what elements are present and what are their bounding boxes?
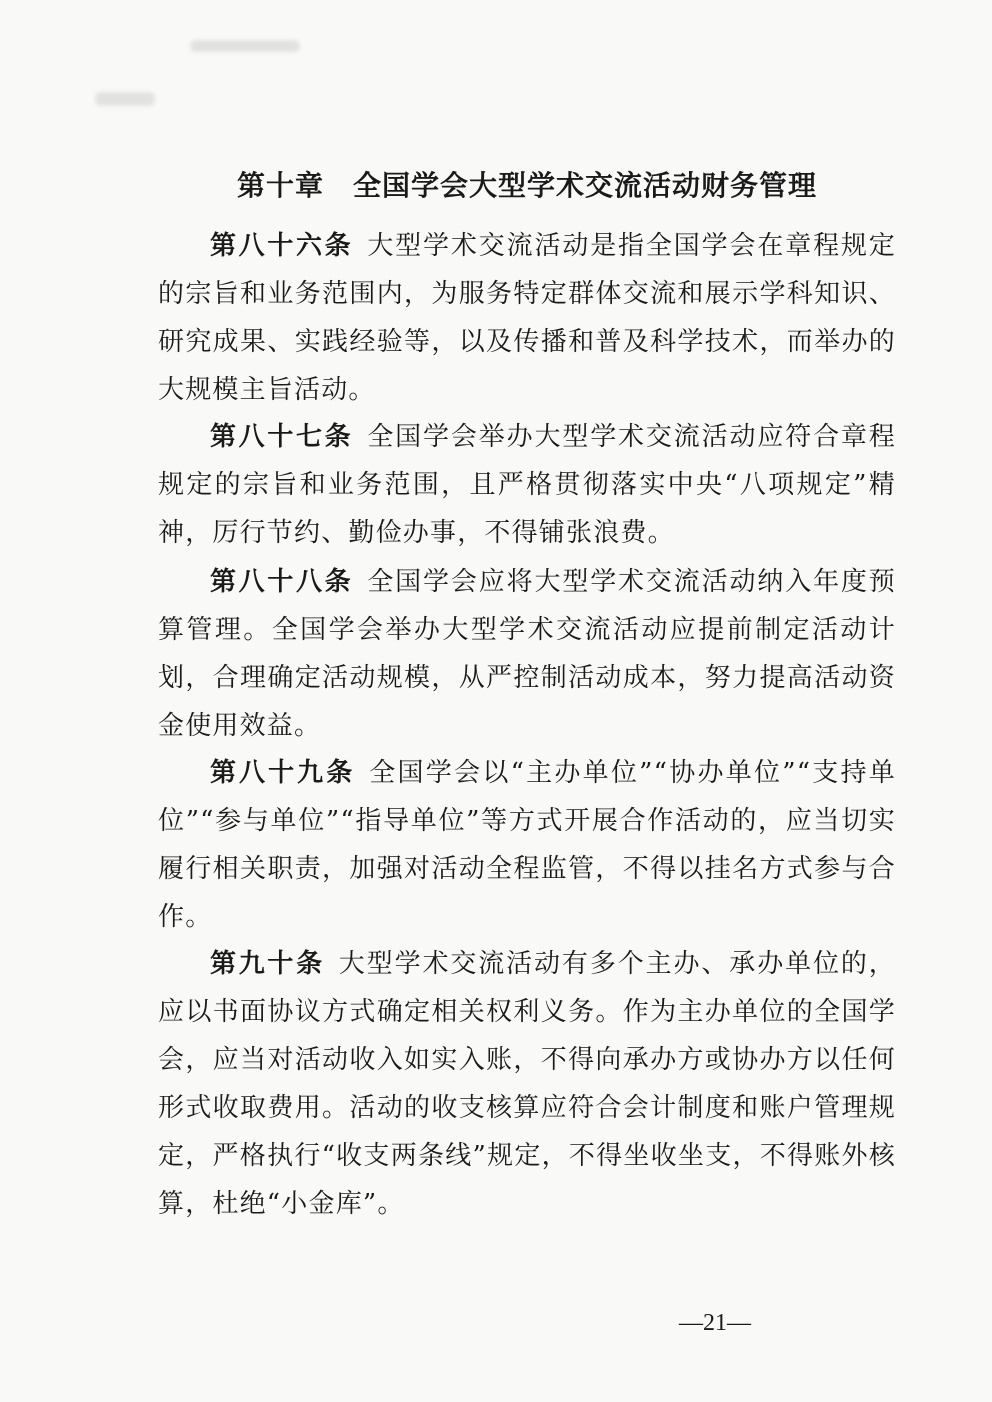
page-number: —21— <box>679 1310 751 1336</box>
chapter-title: 第十章 全国学会大型学术交流活动财务管理 <box>236 169 817 202</box>
article-label: 第八十九条 <box>210 758 356 788</box>
article-86 <box>158 222 896 414</box>
article-label: 第八十八条 <box>210 567 354 597</box>
article-label: 第八十七条 <box>210 422 354 452</box>
article-text: 全国学会以“主办单位”“协办单位”“支持单位”“参与单位”“指导单位”等方式开展合作活动的，应当切实履行相关职责，加强对活动全程监管，不得以挂名方式参与合作。 <box>158 758 896 932</box>
scan-smudge <box>95 92 155 106</box>
article-text: 全国学会应将大型学术交流活动纳入年度预算管理。全国学会举办大型学术交流活动应提前制定活动计划，合理确定活动规模，从严控制活动成本，努力提高活动资金使用效益。 <box>158 567 896 741</box>
article-90 <box>158 940 896 1228</box>
article-label: 第八十六条 <box>210 231 354 261</box>
article-text: 全国学会举办大型学术交流活动应符合章程规定的宗旨和业务范围，且严格贯彻落实中央“八项规定”精神，厉行节约、勤俭办事，不得铺张浪费。 <box>158 422 896 548</box>
article-89 <box>158 749 896 941</box>
article-text: 大型学术交流活动是指全国学会在章程规定的宗旨和业务范围内，为服务特定群体交流和展示学科知识、研究成果、实践经验等，以及传播和普及科学技术，而举办的大规模主旨活动。 <box>158 231 896 405</box>
article-87 <box>158 413 896 557</box>
scan-smudge <box>190 40 300 52</box>
article-88 <box>158 558 896 750</box>
article-label: 第九十条 <box>210 949 325 979</box>
article-text: 大型学术交流活动有多个主办、承办单位的，应以书面协议方式确定相关权利义务。作为主办单位的全国学会，应当对活动收入如实入账，不得向承办方或协办方以任何形式收取费用。活动的收支核算应符合会计制度和账户管理规定，严格执行“收支两条线”规定，不得坐收坐支，不得账外核算，杜绝“小金库”。 <box>158 949 896 1219</box>
